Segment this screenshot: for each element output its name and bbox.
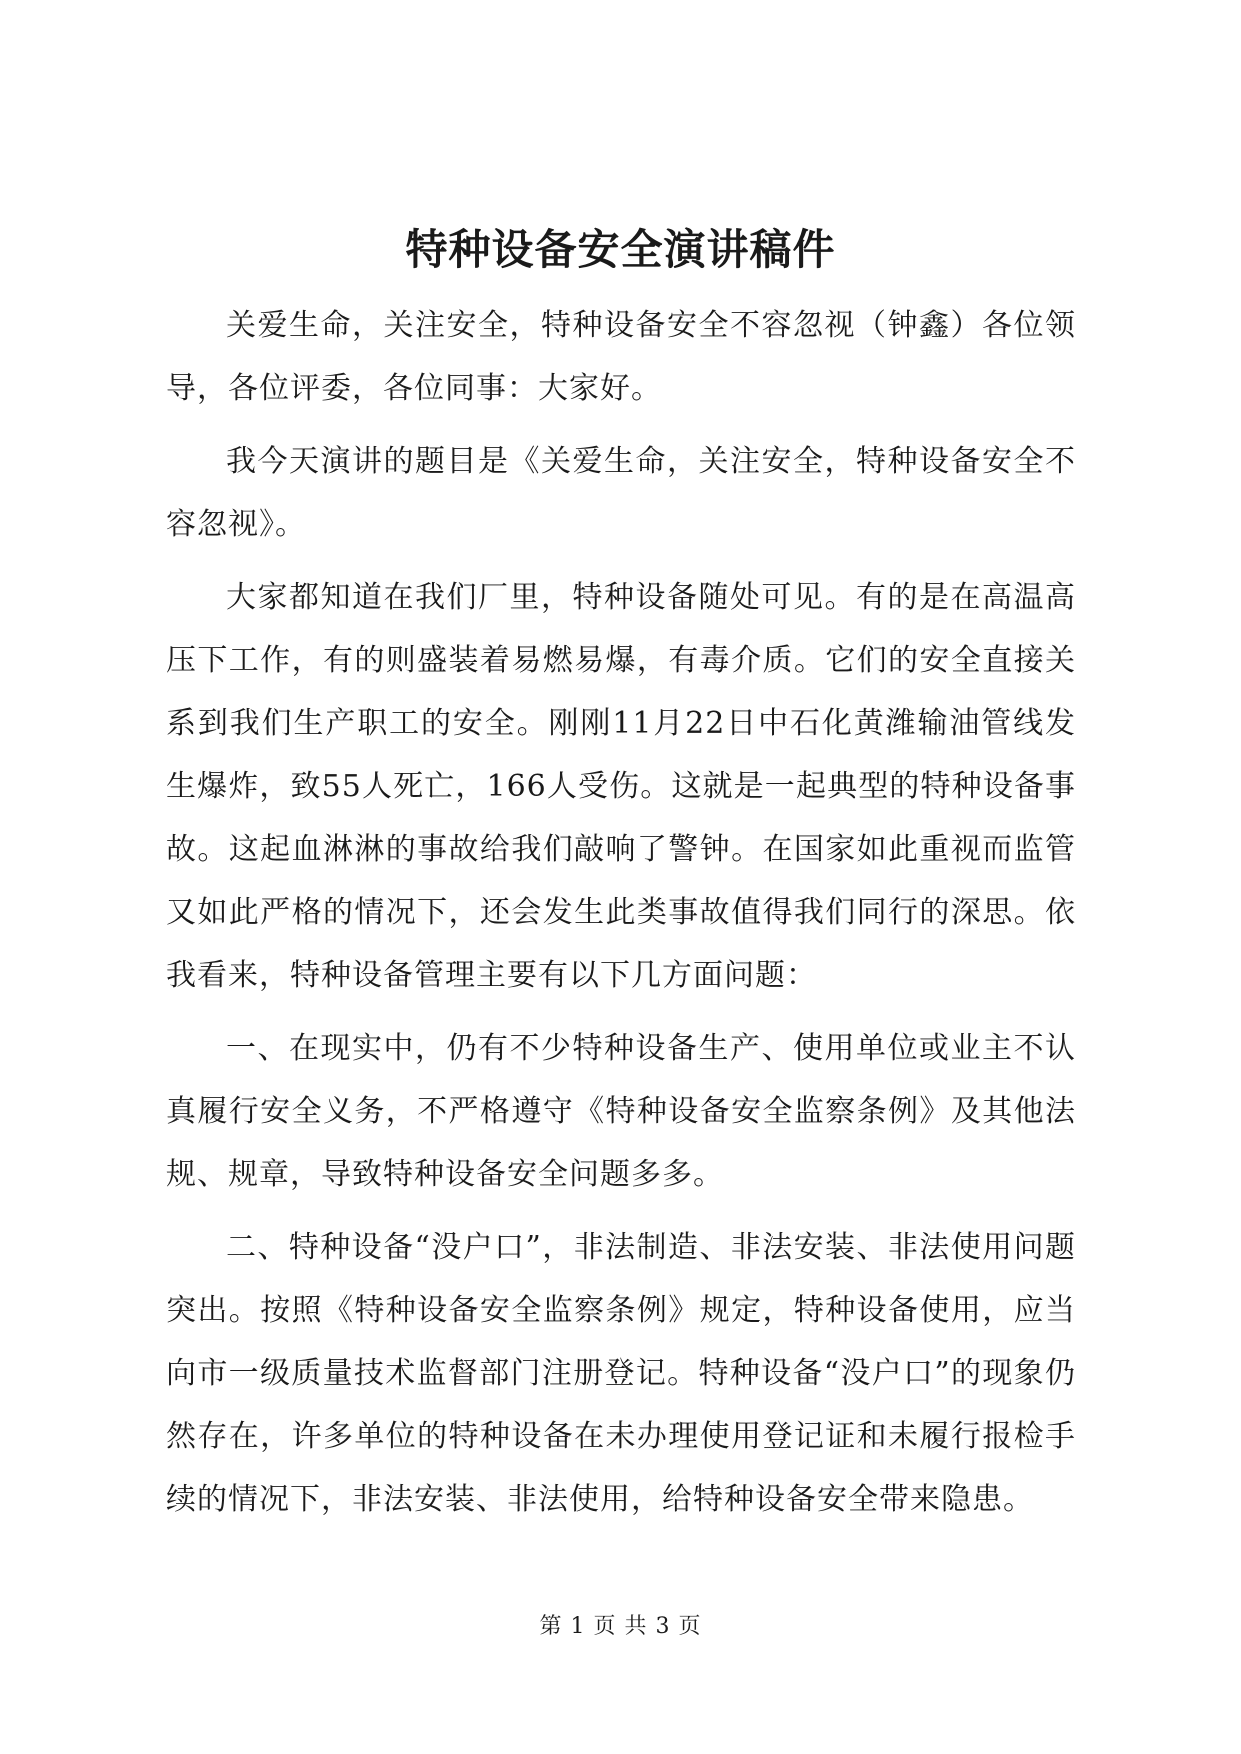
document-title: 特种设备安全演讲稿件 [405,225,836,274]
paragraph-issue-one: 一、在现实中，仍有不少特种设备生产、使用单位或业主不认真履行安全义务，不严格遵守《特种设备安全监察条例》及其他法规、规章，导致特种设备安全问题多多。 [166,1031,1076,1192]
page-number-footer: 第 1 页 共 3 页 [539,1614,702,1639]
paragraph-topic: 我今天演讲的题目是《关爱生命，关注安全，特种设备安全不容忽视》。 [166,444,1076,542]
paragraph-greeting: 关爱生命，关注安全，特种设备安全不容忽视（钟鑫）各位领导，各位评委，各位同事：大家好。 [166,308,1076,406]
paragraph-issue-two: 二、特种设备“没户口”，非法制造、非法安装、非法使用问题突出。按照《特种设备安全监察条例》规定，特种设备使用，应当向市一级质量技术监督部门注册登记。特种设备“没户口”的现象仍然存在，许多单位的特种设备在未办理使用登记证和未履行报检手续的情况下，非法安装、非法使用，给特种设备安全带来隐患。 [166,1230,1076,1517]
document-body [166,294,1076,1541]
paragraph-background: 大家都知道在我们厂里，特种设备随处可见。有的是在高温高压下工作，有的则盛装着易燃易爆，有毒介质。它们的安全直接关系到我们生产职工的安全。刚刚11月22日中石化黄潍输油管线发生爆炸，致55人死亡，166人受伤。这就是一起典型的特种设备事故。这起血淋淋的事故给我们敲响了警钟。在国家如此重视而监管又如此严格的情况下，还会发生此类事故值得我们同行的深思。依我看来，特种设备管理主要有以下几方面问题： [166,580,1076,993]
